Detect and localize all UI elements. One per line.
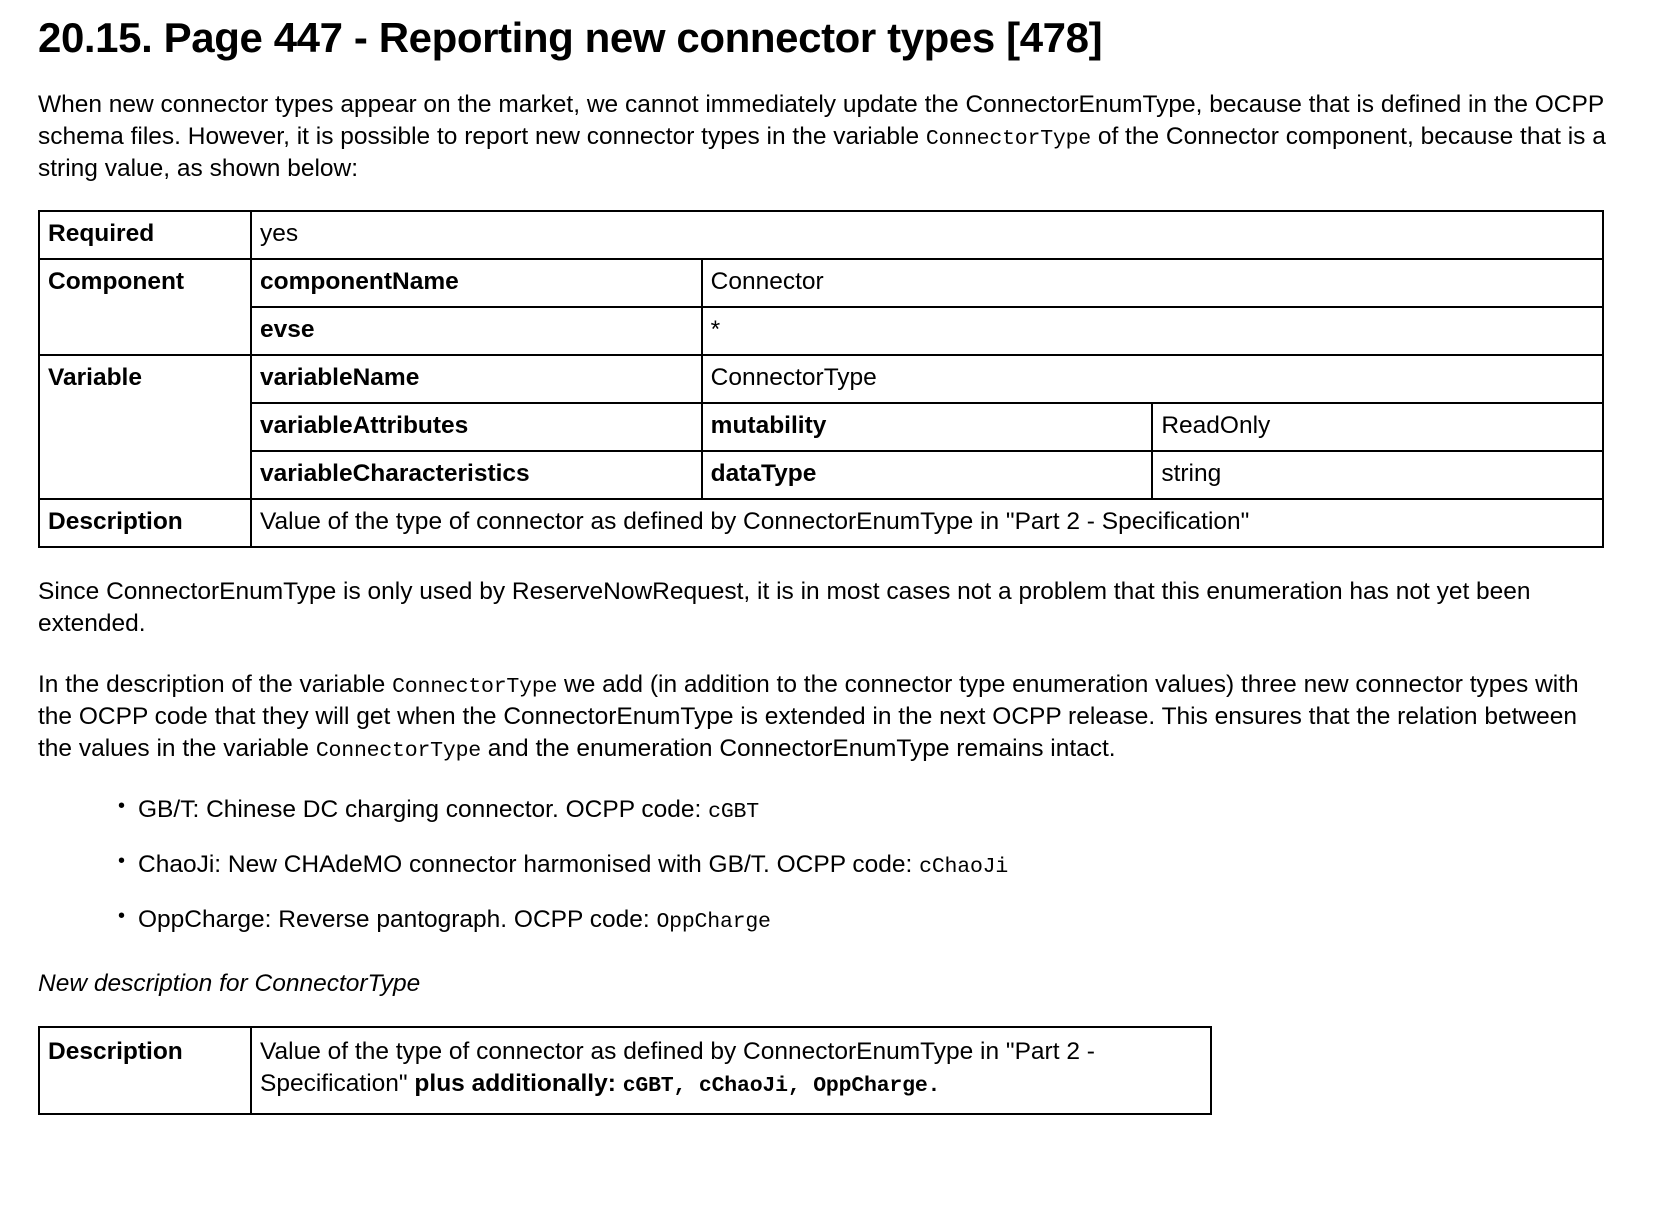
desc-codes-text: cGBT, cChaoJi, OppCharge. [622, 1074, 941, 1099]
desc-text-part2: we add (in addition to the connector type enumeration values) three new connector types with the OCPP code that they will get when the ConnectorEnumType is extended in the next OCPP release. This ensures that the relation between the values in the variable [38, 670, 1579, 762]
variable-spec-table [38, 210, 1604, 548]
table-row [39, 403, 1603, 451]
cell-description-value: Value of the type of connector as defined by ConnectorEnumType in "Part 2 - Specification" [251, 499, 1603, 547]
cell-required-key: Required [39, 211, 251, 259]
bullet-icon: • [118, 849, 126, 872]
cell-componentname-key: componentName [251, 259, 702, 307]
cell-mutability-value: ReadOnly [1152, 403, 1603, 451]
list-item-code: cChaoJi [919, 854, 1009, 879]
list-item-text: GB/T: Chinese DC charging connector. OCPP code: [138, 795, 709, 823]
connector-types-list [38, 795, 1620, 936]
inline-code-connectortype-3: ConnectorType [315, 738, 481, 763]
intro-paragraph [38, 89, 1613, 185]
cell-evse-key: evse [251, 307, 702, 355]
list-item [118, 794, 1620, 826]
table-row [39, 1027, 1211, 1114]
bullet-icon: • [118, 794, 126, 817]
cell-componentname-value: Connector [702, 259, 1603, 307]
new-description-table [38, 1026, 1212, 1115]
list-item-code: cGBT [708, 799, 759, 824]
table-row [39, 211, 1603, 259]
cell-variablecharacteristics-key: variableCharacteristics [251, 451, 702, 499]
description-paragraph [38, 669, 1598, 765]
list-item-text: OppCharge: Reverse pantograph. OCPP code: [138, 905, 657, 933]
new-description-caption: New description for ConnectorType [38, 969, 421, 997]
page-title: 20.15. Page 447 - Reporting new connector types [478] [38, 14, 1103, 61]
cell-variablename-value: ConnectorType [702, 355, 1603, 403]
intro-text-part2: of the Connector component, because that is a string value, as shown below: [38, 123, 1606, 183]
cell-datatype-value: string [1152, 451, 1603, 499]
cell-evse-value: * [702, 307, 1603, 355]
table-row [39, 259, 1603, 307]
cell-datatype-key: dataType [702, 451, 1153, 499]
intro-text-part1: When new connector types appear on the market, we cannot immediately update the ConnectorEnumType, because that is defined in the OCPP schema files. However, it is possible to report new connector types in the variable [38, 91, 1604, 151]
list-item-code: OppCharge [656, 909, 771, 934]
cell-component-key: Component [39, 259, 251, 355]
desc-text-part3: and the enumeration ConnectorEnumType remains intact. [480, 734, 1116, 762]
table-row [39, 451, 1603, 499]
cell-mutability-key: mutability [702, 403, 1153, 451]
table-row [39, 355, 1603, 403]
cell-variableattributes-key: variableAttributes [251, 403, 702, 451]
desc-plain-text: Value of the type of connector as defined by ConnectorEnumType in "Part 2 - Specification" [260, 1037, 1095, 1098]
desc-bold-text: plus additionally: [414, 1070, 623, 1098]
list-item-text: ChaoJi: New CHAdeMO connector harmonised with GB/T. OCPP code: [138, 850, 920, 878]
cell-required-value: yes [251, 211, 1603, 259]
cell-description-value-2 [251, 1027, 1211, 1114]
cell-description-key: Description [39, 499, 251, 547]
bullet-icon: • [118, 904, 126, 927]
since-paragraph: Since ConnectorEnumType is only used by ReserveNowRequest, it is in most cases not a problem that this enumeration has not yet been extended. [38, 578, 1531, 638]
inline-code-connectortype-2: ConnectorType [392, 674, 558, 699]
cell-description-key-2: Description [39, 1027, 251, 1114]
cell-variablename-key: variableName [251, 355, 702, 403]
list-item [118, 904, 1620, 936]
inline-code-connectortype: ConnectorType [925, 127, 1092, 152]
desc-text-part1: In the description of the variable [38, 670, 393, 698]
cell-variable-key: Variable [39, 355, 251, 499]
list-item [118, 849, 1620, 881]
table-row [39, 307, 1603, 355]
table-row [39, 499, 1603, 547]
